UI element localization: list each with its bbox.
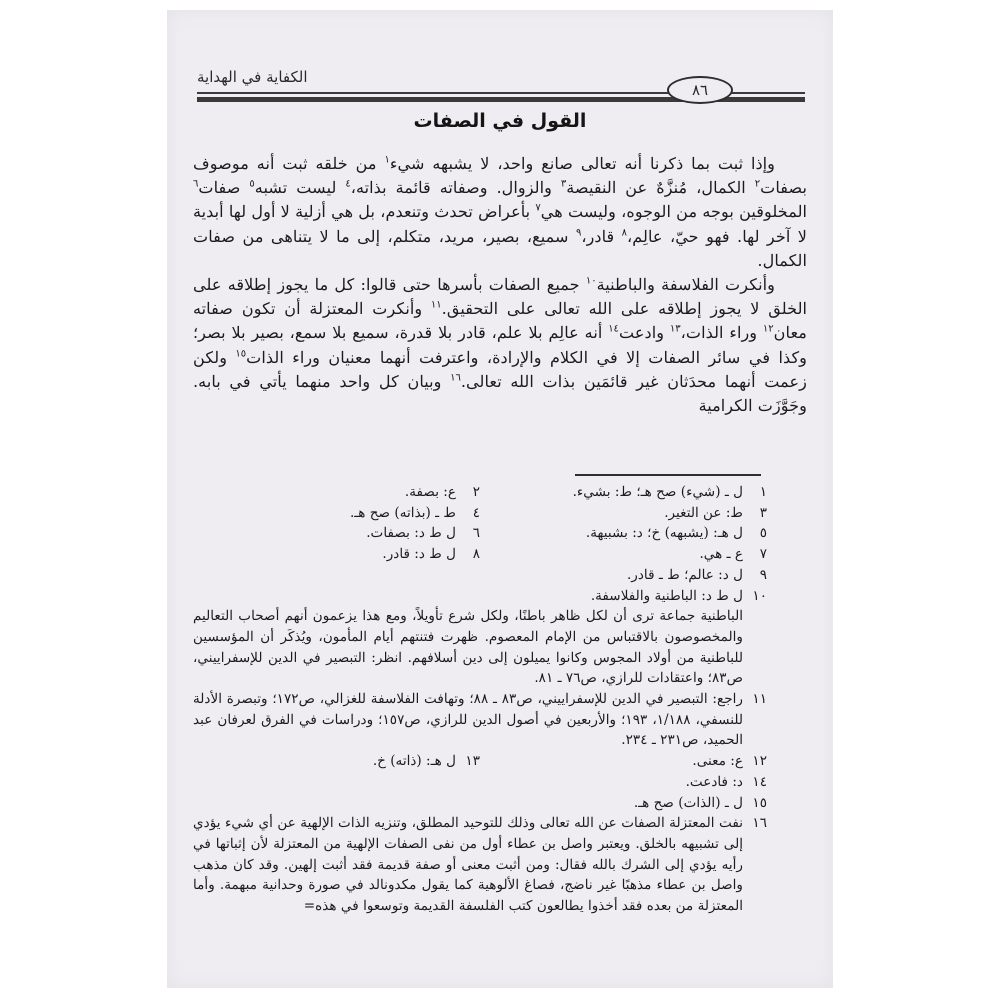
footnote-ref: ١٢ (762, 324, 774, 336)
main-text (193, 152, 807, 418)
footnote-ref: ٦ (193, 178, 199, 190)
footnote-separator (575, 474, 761, 476)
footnote-pair: ٧ ع ـ هي. ٨ ل ط د: قادر. (382, 546, 767, 563)
footnote-ref: ٣ (560, 178, 567, 190)
footnote-ref: ١٥ (235, 348, 247, 360)
footnote-15: ١٥ ل ـ (الذات) صح هـ. (633, 794, 767, 811)
footnote-pair: ٥ ل هـ: (يشبهه) خ؛ د: بشبيهة. ٦ ل ط د: بصفات. (366, 525, 767, 542)
main-paragraph-2: وأنكرت الفلاسفة والباطنية$^{١٠}$ جميع الصفات بأسرها حتى قالوا: كل ما يجوز إطلاقه على الخلق لا يجوز إطلاقه على الله تعالى على التحقيق.$^{١١}$ وأنكرت المعتزلة أن تكون صفاته معان$^{١٢}$ وراء الذات،$^{١٣}$ وادعت$^{١٤}$ أنه عالِم بلا علم، قادر بلا قدرة، سميع بلا سمع، بصير بلا بصر؛ وكذا في سائر الصفات إلا في الكلام والإرادة، واعترفت أنهما معنيان وراء الذات$^{١٥}$ ولكن زعمت أنهما محدَثان غير قائمَين بذات الله تعالى.$^{١٦}$ وبيان كل واحد منهما يأتي في بابه. وجَوَّزَت الكرامية (193, 275, 807, 416)
footnote-pair: ٣ ط: عن التغير. ٤ ط ـ (بذاته) صح هـ. (349, 504, 767, 521)
footnote-10-continuation: الباطنية جماعة ترى أن لكل ظاهر باطنًا، ولكل شرع تأويلاً، ومع هذا يزعمون أنهم أصحاب التعاليم والمخصوصون بالاقتباس من الإمام المعصوم. ظهرت فتنتهم أيام المأمون، ويُذكَر أن المؤسسين للباطنية من أولاد المجوس وكانوا يميلون إلى دين أسلافهم. انظر: التبصير في الدين للإسفراييني، ص٨٣؛ واعتقادات للرازي، ص٧٦ ـ ٨١. (193, 608, 743, 687)
footnote-ref: ٤ (345, 178, 351, 190)
footnote-14: ١٤ د: فادعت. (685, 773, 767, 790)
footnote-ref: ٢ (754, 178, 761, 190)
footnote-ref: ١٠ (585, 275, 597, 287)
footnote-ref: ٧ (535, 203, 541, 215)
footnote-ref: ١١ (430, 299, 442, 311)
footnote-pair: ١٢ ع: معنى. ١٣ ل هـ: (ذاته) خ. (372, 753, 767, 770)
footnote-pair: ١ ل ـ (شيء) صح هـ؛ ط: بشيء. ٢ ع: بصفة. (404, 484, 767, 500)
page-number: ٨٦ (667, 76, 733, 104)
footnote-ref: ١٤ (608, 324, 619, 336)
main-paragraph-1: وإذا ثبت بما ذكرنا أنه تعالى صانع واحد، لا يشبهه شيء$^١$ من خلقه ثبت أنه موصوف بصفات$^٢$ الكمال، مُنزَّهٌ عن النقيصة$^٣$ والزوال. وصفاته قائمة بذاته،$^٤$ ليست تشبه$^٥$ صفات$^٦$ المخلوقين بوجه من الوجوه، وليست هي$^٧$ بأعراض تحدث وتنعدم، بل هي أزلية لا أول لها أبدية لا آخر لها. فهو حيّ، عالِم،$^٨$ قادر،$^٩$ سميع، بصير، مريد، متكلم، إلى ما لا يتناهى من صفات الكمال. (193, 154, 807, 270)
running-header (197, 68, 805, 102)
footnote-11: ١١ راجع: التبصير في الدين للإسفراييني، ص٨٣ ـ ٨٨؛ وتهافت الفلاسفة للغزالي، ص١٧٢؛ وتبصرة الأدلة للنسفي، ١/١٨٨، ١٩٣؛ والأربعين في أصول الدين للرازي، ص١٥٧؛ ودراسات في الفرق لعرفان عبد الحميد، ص٢٣١ ـ ٢٣٤. (193, 691, 767, 749)
footnote-10: ١٠ ل ط د: الباطنية والفلاسفة. (590, 587, 767, 604)
book-page (167, 10, 833, 988)
footnote-ref: ١٣ (669, 324, 681, 336)
footnote-ref: ١ (384, 154, 390, 166)
running-book-title: الكفاية في الهداية (197, 68, 308, 86)
footnote-ref: ٨ (621, 227, 628, 239)
footnote-ref: ٥ (249, 178, 255, 190)
footnote-ref: ١٦ (450, 372, 461, 384)
footnote-9: ٩ ل د: عالم؛ ط ـ قادر. (626, 566, 767, 583)
footnotes (193, 482, 767, 917)
footnote-16: ١٦ نفت المعتزلة الصفات عن الله تعالى وذلك للتوحيد المطلق، وتنزيه الذات الإلهية عن أي شيء يؤدي إلى تشبيهه بالخلق. ويعتبر واصل بن عطاء أول من نفى الصفات الإلهية من المعتزلة لأن إثباتها في رأيه يؤدي إلى الشرك بالله فقال: ومن أثبت معنى أو صفة قديمة فقد أثبت إلهين. وقد كان مذهب واصل بن عطاء مذهبًا غير ناضج، فصاغ الألوهية كما يقول مكدونالد في صورة وحدانية مبهمة. وأما المعتزلة من بعده فقد أخذوا يطالعون كتب الفلسفة القديمة وتوسعوا في هذه= (193, 815, 767, 915)
section-title: القول في الصفات (413, 110, 587, 132)
footnote-ref: ٩ (575, 227, 582, 239)
